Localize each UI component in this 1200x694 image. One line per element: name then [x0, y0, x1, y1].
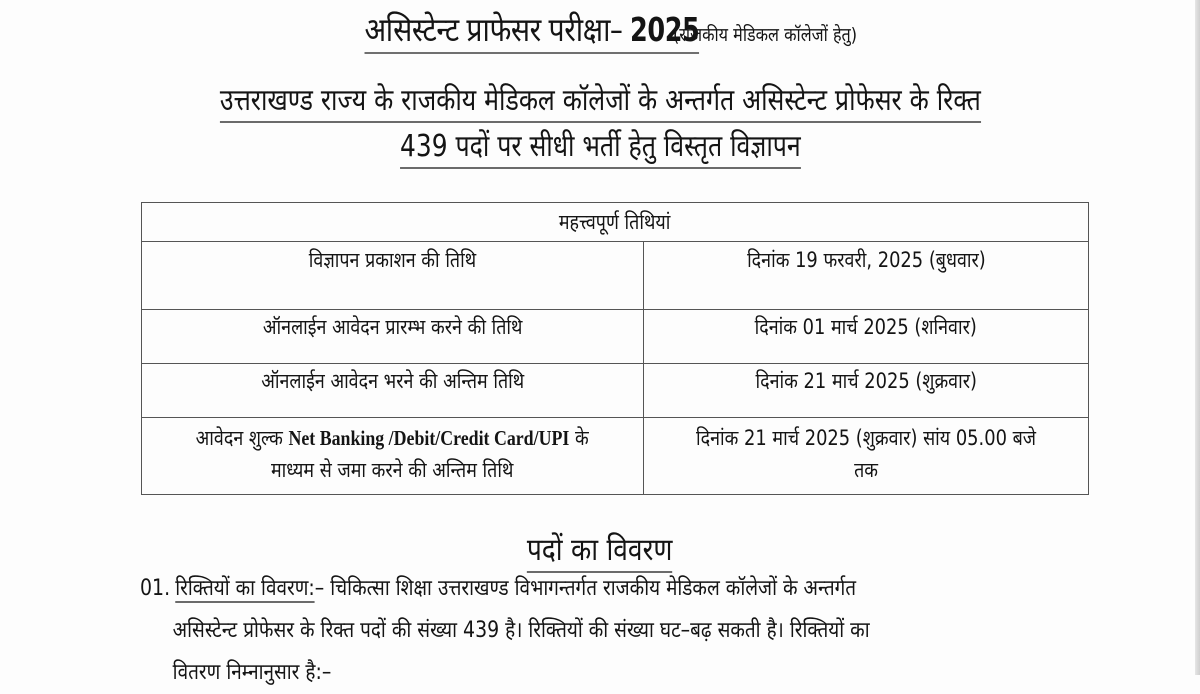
date-label-cell	[142, 310, 644, 364]
document-title	[0, 6, 1200, 54]
payment-methods: Net Banking /Debit/Credit Card/UPI	[288, 426, 570, 450]
date-value-cell	[644, 418, 1089, 495]
date-label-cell	[142, 364, 644, 418]
vacancy-line-2: असिस्टेन्ट प्रोफेसर के रिक्त पदों की संख्या 439 है। रिक्तियों की संख्या घट–बढ़ सकती है। रिक्तियों का	[172, 618, 870, 643]
date-label: ऑनलाईन आवेदन भरने की अन्तिम तिथि	[260, 369, 524, 393]
vacancy-line-1	[140, 568, 948, 610]
important-dates-title	[142, 203, 1089, 242]
exam-title	[365, 6, 700, 54]
fee-label-part2: के	[575, 426, 590, 450]
table-row	[142, 418, 1089, 495]
date-label-cell	[142, 418, 644, 495]
date-value: दिनांक 01 मार्च 2025 (शनिवार)	[754, 315, 978, 339]
important-dates-header-row	[142, 203, 1089, 242]
posts-section-title-text: पदों का विवरण	[527, 528, 673, 573]
vacancy-line-1-text: – चिकित्सा शिक्षा उत्तराखण्ड विभागन्तर्गत राजकीय मेडिकल कॉलेजों के अन्तर्गत	[314, 576, 857, 601]
date-value: दिनांक 21 मार्च 2025 (शुक्रवार)	[755, 369, 977, 393]
date-value: दिनांक 19 फरवरी, 2025 (बुधवार)	[746, 248, 986, 272]
date-value	[696, 422, 1036, 486]
exam-year: 2025	[630, 10, 700, 49]
advertisement-heading-line2-text: 439 पदों पर सीधी भर्ती हेतु विस्तृत विज्ञापन	[400, 124, 801, 169]
fee-label-line2: माध्यम से जमा करने की अन्तिम तिथि	[271, 458, 514, 482]
table-row	[142, 364, 1089, 418]
fee-deadline-line1: दिनांक 21 मार्च 2025 (शुक्रवार) सांय 05.00 बजे	[695, 426, 1037, 450]
date-value-cell	[644, 364, 1089, 418]
item-number: 01.	[140, 576, 171, 601]
date-value-cell	[644, 242, 1089, 310]
vacancy-line-3: वितरण निम्नानुसार है:–	[172, 660, 332, 685]
advertisement-heading-line1-text: उत्तराखण्ड राज्य के राजकीय मेडिकल कॉलेजों के अन्तर्गत असिस्टेन्ट प्रोफेसर के रिक्त	[220, 78, 981, 123]
important-dates-table	[141, 202, 1089, 495]
date-label	[196, 422, 589, 486]
advertisement-heading-line2	[0, 124, 1200, 169]
posts-section-title	[0, 528, 1200, 573]
date-label: विज्ञापन प्रकाशन की तिथि	[308, 248, 477, 272]
date-label-cell	[142, 242, 644, 310]
table-row	[142, 310, 1089, 364]
vacancy-details-paragraph	[140, 568, 1080, 694]
date-value-cell	[644, 310, 1089, 364]
date-label: ऑनलाईन आवेदन प्रारम्भ करने की तिथि	[262, 315, 523, 339]
advertisement-heading-line1	[0, 78, 1200, 123]
fee-deadline-line2: तक	[854, 458, 878, 482]
exam-title-text: असिस्टेन्ट प्राफेसर परीक्षा–	[364, 10, 623, 49]
fee-label-part1: आवेदन शुल्क	[195, 426, 284, 450]
exam-subtitle: (राजकीय मेडिकल कॉलेजों हेतु)	[673, 24, 858, 46]
table-row	[142, 242, 1089, 310]
important-dates-title-text: महत्त्वपूर्ण तिथियां	[559, 210, 671, 234]
vacancy-label: रिक्तियों का विवरण:	[175, 576, 315, 601]
